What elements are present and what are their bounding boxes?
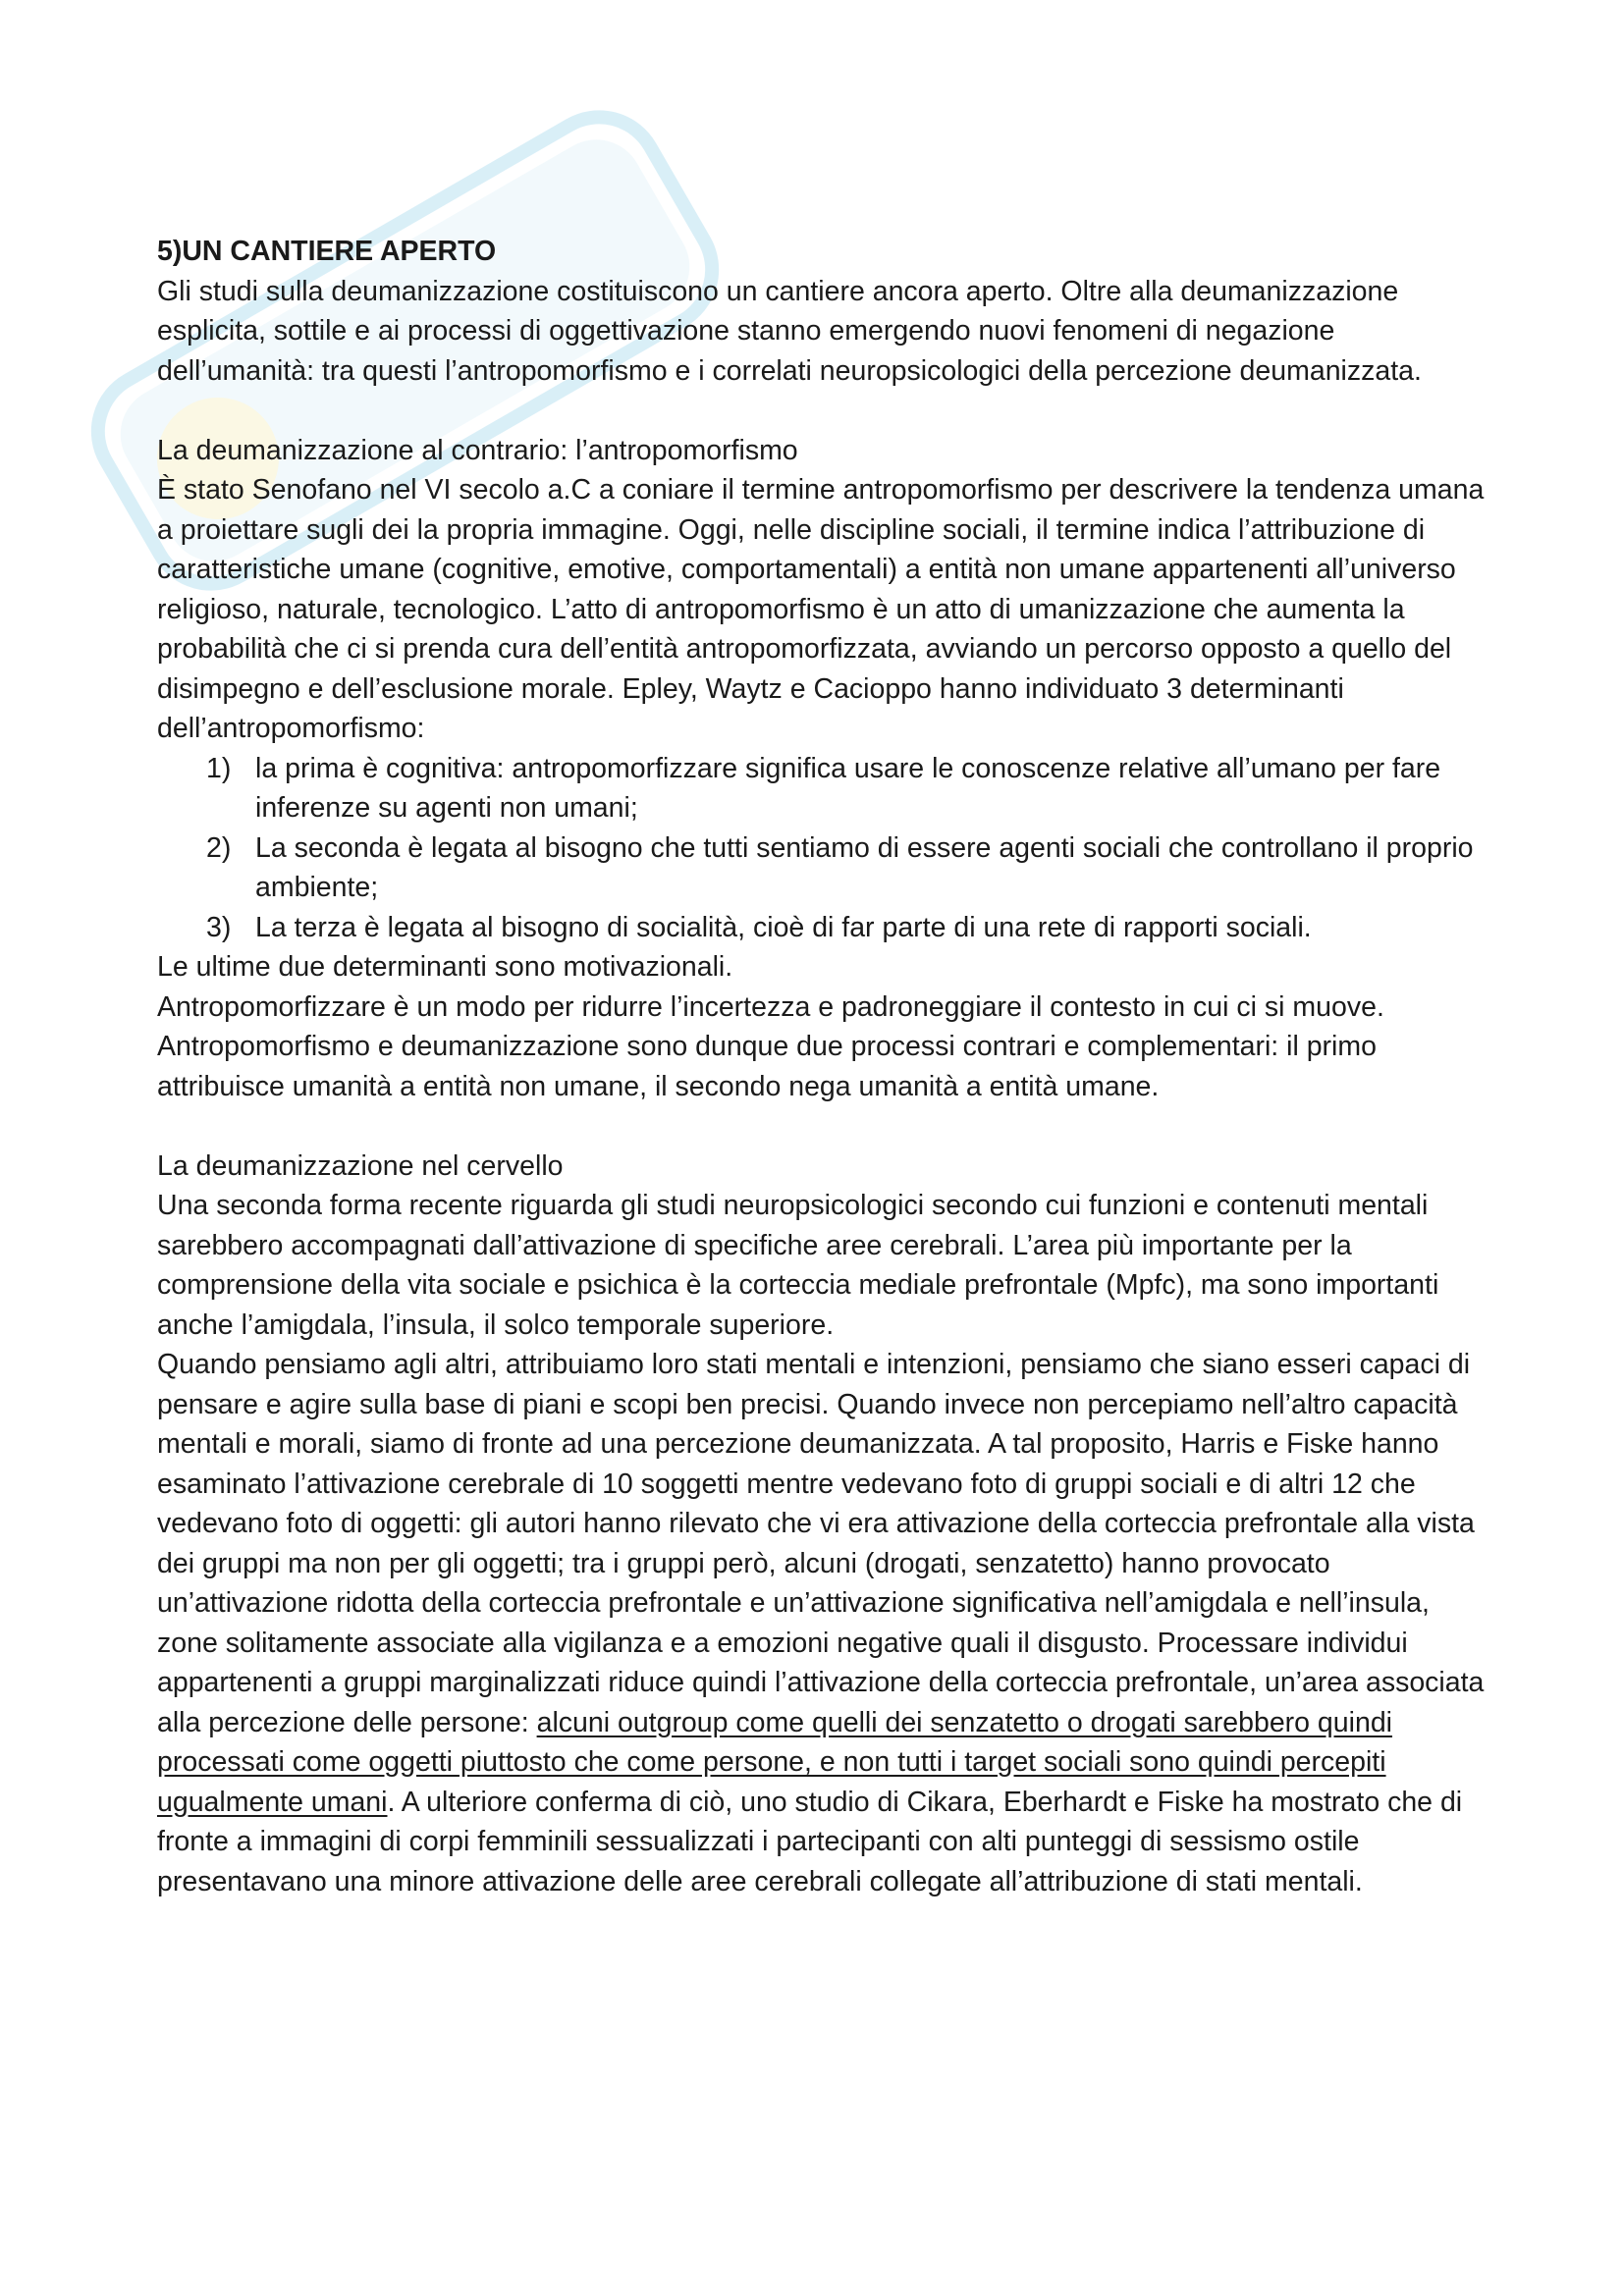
list-item-number: 2) <box>206 831 232 864</box>
complementary-note: Antropomorfismo e deumanizzazione sono dunque due processi contrari e complementari: il primo attribuisce umanità a entità non umane, il secondo nega umanità a entità umane. <box>157 1031 1377 1102</box>
section-intro: Gli studi sulla deumanizzazione costituiscono un cantiere ancora aperto. Oltre alla deumanizzazione esplicita, sottile e ai processi di oggettivazione stanno emergendo nuovi fenomeni di negazione dell’umanità: tra questi l’antropomorfismo e i correlati neuropsicologici della percezione deumanizzata. <box>157 275 1422 387</box>
underlined-passage: alcuni outgroup come quelli dei senzatetto o drogati sarebbero quindi processati come oggetti piuttosto che come persone, e non tutti i target sociali sono quindi percepiti ugualmente umani <box>157 1706 1393 1818</box>
anthropomorphism-title: La deumanizzazione al contrario: l’antropomorfismo <box>157 434 798 466</box>
document-page <box>157 232 1492 1901</box>
list-item <box>206 908 1492 948</box>
section-heading: 5)UN CANTIERE APERTO <box>157 236 497 267</box>
uncertainty-note: Antropomorfizzare è un modo per ridurre l’incertezza e padroneggiare il contesto in cui ci si muove. <box>157 990 1384 1023</box>
motivational-note: Le ultime due determinanti sono motivazionali. <box>157 951 733 983</box>
list-item <box>206 828 1492 908</box>
list-item-number: 1) <box>206 752 232 784</box>
brain-paragraph-2-start: Quando pensiamo agli altri, attribuiamo loro stati mentali e intenzioni, pensiamo che siano esseri capaci di pensare e agire sulla base di piani e scopi ben precisi. Quando invece non percepiamo nell’altro capacità mentali e morali, siamo di fronte ad una percezione deumanizzata. A tal proposito, Harris e Fiske hanno esaminato l’attivazione cerebrale di 10 soggetti mentre vedevano foto di gruppi sociali e di altri 12 che vedevano foto di oggetti: gli autori hanno rilevato che vi era attivazione della corteccia prefrontale alla vista dei gruppi ma non per gli oggetti; tra i gruppi però, alcuni (drogati, senzatetto) hanno provocato un’attivazione ridotta della corteccia prefrontale e un’attivazione significativa nell’amigdala e nell’insula, zone solitamente associate alla vigilanza e a emozioni negative quali il disgusto. Processare individui appartenenti a gruppi marginalizzati riduce quindi l’attivazione della corteccia prefrontale, un’area associata alla percezione delle persone: <box>157 1349 1485 1738</box>
brain-paragraph-2-end: . A ulteriore conferma di ciò, uno studio di Cikara, Eberhardt e Fiske ha mostrato che di fronte a immagini di corpi femminili sessualizzati i partecipanti con alti punteggi di sessismo ostile presentavano una minore attivazione delle aree cerebrali collegate all’attribuzione di stati mentali. <box>157 1786 1463 1897</box>
brain-paragraph-2 <box>157 1345 1492 1901</box>
paragraph-gap <box>157 391 1492 431</box>
determinants-list <box>157 749 1492 948</box>
list-item <box>206 749 1492 828</box>
brain-paragraph-1: Una seconda forma recente riguarda gli studi neuropsicologici secondo cui funzioni e contenuti mentali sarebbero accompagnati dall’attivazione di specifiche aree cerebrali. L’area più importante per la comprensione della vita sociale e psichica è la corteccia mediale prefrontale (Mpfc), ma sono importanti anche l’amigdala, l’insula, il solco temporale superiore. <box>157 1190 1439 1341</box>
list-item-text: la prima è cognitiva: antropomorfizzare significa usare le conoscenze relative all’umano per fare inferenze su agenti non umani; <box>255 752 1441 824</box>
paragraph-gap <box>157 1106 1492 1147</box>
list-item-number: 3) <box>206 911 232 943</box>
list-item-text: La terza è legata al bisogno di socialità, cioè di far parte di una rete di rapporti sociali. <box>255 911 1312 943</box>
anthropomorphism-body: È stato Senofano nel VI secolo a.C a coniare il termine antropomorfismo per descrivere la tendenza umana a proiettare sugli dei la propria immagine. Oggi, nelle discipline sociali, il termine indica l’attribuzione di caratteristiche umane (cognitive, emotive, comportamentali) a entità non umane appartenenti all’universo religioso, naturale, tecnologico. L’atto di antropomorfismo è un atto di umanizzazione che aumenta la probabilità che ci si prenda cura dell’entità antropomorfizzata, avviando un percorso opposto a quello del disimpegno e dell’esclusione morale. Epley, Waytz e Cacioppo hanno individuato 3 determinanti dell’antropomorfismo: <box>157 474 1485 744</box>
brain-title: La deumanizzazione nel cervello <box>157 1149 564 1182</box>
list-item-text: La seconda è legata al bisogno che tutti sentiamo di essere agenti sociali che controllano il proprio ambiente; <box>255 831 1474 903</box>
